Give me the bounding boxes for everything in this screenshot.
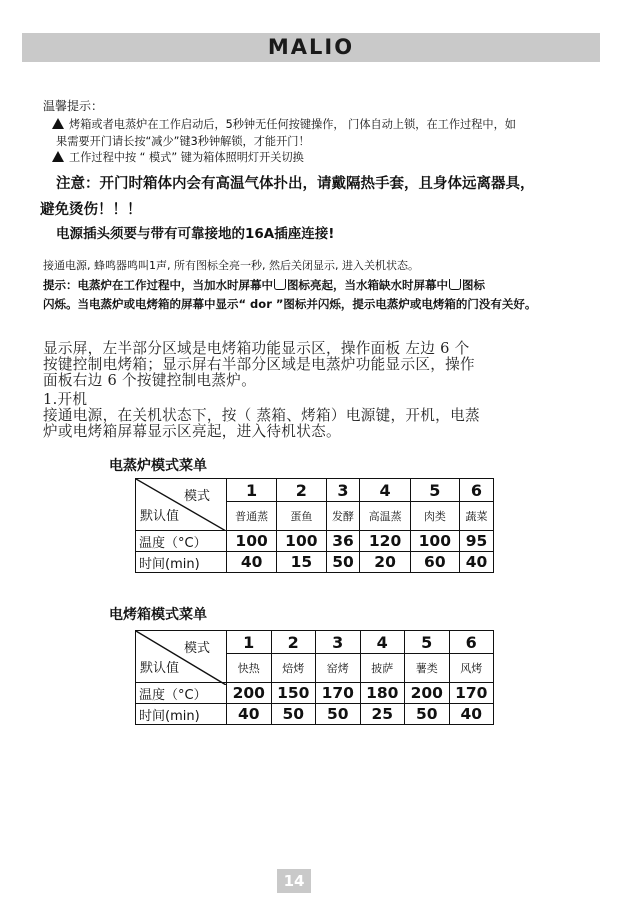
- body-p1: 显示屏，左半部分区域是电烤箱功能显示区，操作面板 左边 6 个: [43, 340, 470, 357]
- steamer-caption: 电蒸炉模式菜单: [109, 458, 207, 474]
- brand-logo: MALIO: [267, 35, 355, 59]
- mode-name: 薯类: [405, 654, 450, 683]
- time-value: 20: [360, 552, 410, 573]
- mode-name: 高温蒸: [360, 502, 410, 531]
- temp-value: 150: [271, 683, 316, 704]
- mode-number: 2: [277, 479, 326, 502]
- mode-number: 1: [227, 479, 277, 502]
- water-tank-icon: [274, 279, 286, 290]
- mode-name: 快热: [227, 654, 272, 683]
- mode-name: 发酵: [326, 502, 360, 531]
- time-label: 时间(min): [136, 552, 227, 573]
- mode-name: 蔬菜: [459, 502, 493, 531]
- temp-value: 95: [459, 531, 493, 552]
- mode-number: 4: [360, 479, 410, 502]
- header-bar: [22, 33, 600, 62]
- mode-number: 2: [271, 631, 316, 654]
- temp-value: 100: [277, 531, 326, 552]
- temp-value: 100: [227, 531, 277, 552]
- mode-name: 窑烤: [316, 654, 361, 683]
- mode-number: 5: [405, 631, 450, 654]
- time-label: 时间(min): [136, 704, 227, 725]
- default-label: 默认值: [140, 509, 180, 524]
- table-corner: [136, 479, 227, 531]
- time-value: 50: [326, 552, 360, 573]
- warning-icon: [52, 151, 64, 162]
- mode-label: 模式: [183, 489, 210, 504]
- temp-value: 100: [410, 531, 459, 552]
- time-value: 50: [271, 704, 316, 725]
- time-value: 50: [405, 704, 450, 725]
- mode-name: 披萨: [360, 654, 405, 683]
- temp-value: 170: [449, 683, 494, 704]
- warning-1-text: 烤箱或者电蒸炉在工作启动后，5秒钟无任何按键操作， 门体自动上锁，在工作过程中，如: [69, 118, 516, 131]
- hint-line-2: 闪烁。当电蒸炉或电烤箱的屏幕中显示“ dor ”图标并闪烁，提示电蒸炉或电烤箱的门没有关好。: [43, 297, 537, 311]
- mode-name: 普通蒸: [227, 502, 277, 531]
- time-value: 25: [360, 704, 405, 725]
- hint-line-1: [43, 277, 485, 293]
- time-value: 40: [227, 552, 277, 573]
- mode-name: 肉类: [410, 502, 459, 531]
- body-s3: 炉或电烤箱屏幕显示区亮起，进入待机状态。: [43, 423, 341, 440]
- temp-label: 温度（°C）: [136, 531, 227, 552]
- section-heading: 1.开机: [43, 391, 88, 408]
- mode-number: 6: [459, 479, 493, 502]
- mode-number: 5: [410, 479, 459, 502]
- temp-value: 180: [360, 683, 405, 704]
- temp-value: 170: [316, 683, 361, 704]
- hint-text-a: 提示：电蒸炉在工作过程中，当加水时屏幕中: [43, 278, 273, 292]
- time-value: 40: [449, 704, 494, 725]
- time-value: 40: [459, 552, 493, 573]
- warning-2: [52, 149, 304, 165]
- body-p3: 面板右边 6 个按键控制电蒸炉。: [43, 372, 257, 389]
- time-value: 60: [410, 552, 459, 573]
- temp-label: 温度（°C）: [136, 683, 227, 704]
- temp-value: 120: [360, 531, 410, 552]
- table-corner: [136, 631, 227, 683]
- steamer-table: [135, 478, 494, 573]
- temp-value: 200: [227, 683, 272, 704]
- warning-icon: [52, 118, 64, 129]
- time-value: 40: [227, 704, 272, 725]
- mode-number: 1: [227, 631, 272, 654]
- time-value: 50: [316, 704, 361, 725]
- mode-number: 3: [326, 479, 360, 502]
- hint-text-b: 图标亮起，当水箱缺水时屏幕中: [287, 278, 448, 292]
- mode-number: 3: [316, 631, 361, 654]
- water-tank-icon: [449, 279, 461, 290]
- body-s2: 接通电源，在关机状态下，按（ 蒸箱、烤箱）电源键，开机，电蒸: [43, 407, 480, 424]
- warning-2-text: 工作过程中按 “ 模式” 键为箱体照明灯开关切换: [69, 151, 304, 164]
- time-value: 15: [277, 552, 326, 573]
- power-on-text: 接通电源, 蜂鸣器鸣叫1声, 所有图标全亮一秒, 然后关闭显示, 进入关机状态。: [43, 259, 419, 272]
- oven-caption: 电烤箱模式菜单: [109, 607, 207, 623]
- page-number: 14: [277, 869, 311, 893]
- warning-1: [52, 116, 516, 132]
- mode-name: 焙烤: [271, 654, 316, 683]
- default-label: 默认值: [140, 661, 180, 676]
- mode-name: 风烤: [449, 654, 494, 683]
- hint-text-c: 图标: [462, 278, 485, 292]
- mode-name: 蛋鱼: [277, 502, 326, 531]
- notice-line-1: 注意：开门时箱体内会有高温气体扑出，请戴隔热手套，且身体远离器具，: [56, 176, 535, 192]
- tips-title: 温馨提示：: [43, 99, 104, 113]
- notice-line-2: 避免烫伤！！！: [40, 202, 142, 218]
- oven-table: [135, 630, 494, 725]
- temp-value: 36: [326, 531, 360, 552]
- temp-value: 200: [405, 683, 450, 704]
- body-p2: 按键控制电烤箱；显示屏右半部分区域是电蒸炉功能显示区，操作: [43, 356, 475, 373]
- mode-label: 模式: [183, 641, 210, 656]
- mode-number: 6: [449, 631, 494, 654]
- warning-1-cont: 果需要开门请长按“减少”键3秒钟解锁，才能开门！: [56, 135, 310, 148]
- notice-line-3: 电源插头须要与带有可靠接地的16A插座连接!: [56, 226, 335, 242]
- mode-number: 4: [360, 631, 405, 654]
